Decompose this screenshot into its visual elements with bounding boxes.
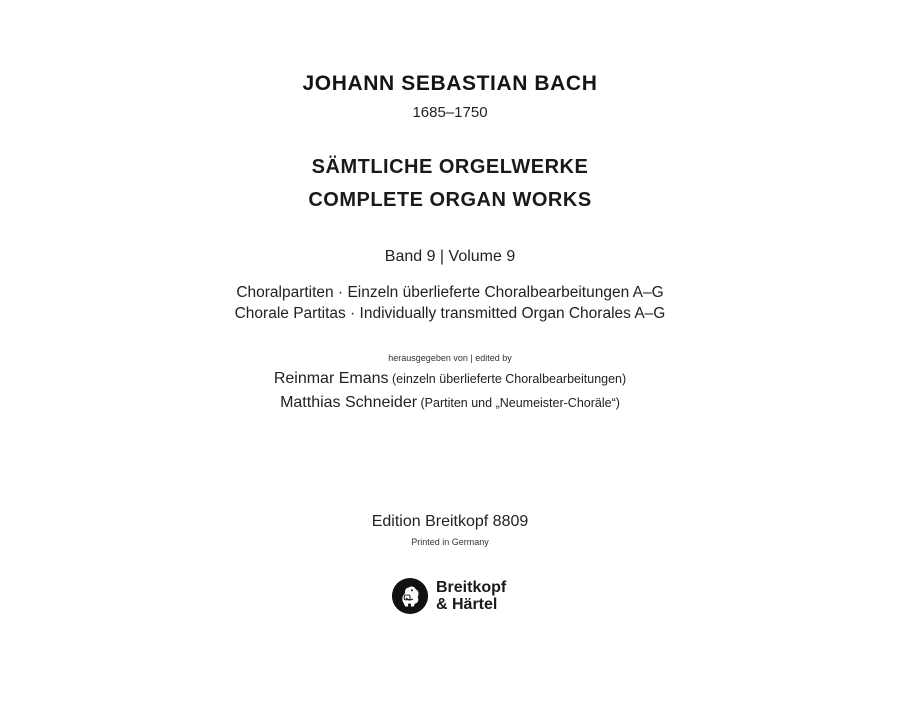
- edited-by-label: herausgegeben von | edited by: [388, 353, 512, 363]
- editor-note: (Partiten und „Neumeister-Choräle“): [417, 396, 620, 410]
- editor-note: (einzeln überlieferte Choralbearbeitungen): [388, 372, 627, 386]
- editor-line: [0, 394, 900, 412]
- contents-english: Chorale Partitas · Individually transmitted Organ Chorales A–G: [234, 305, 666, 322]
- publisher-name: [436, 579, 506, 613]
- composer-name: JOHANN SEBASTIAN BACH: [302, 72, 598, 95]
- composer-dates: 1685–1750: [412, 104, 488, 121]
- bear-logo-icon: [391, 577, 429, 615]
- edition-number: Edition Breitkopf 8809: [371, 513, 529, 530]
- editor-name: Reinmar Emans: [273, 370, 389, 387]
- title-german: SÄMTLICHE ORGELWERKE: [311, 156, 589, 178]
- publisher-logo: [391, 576, 506, 616]
- editor-line: [0, 370, 900, 388]
- volume-label: Band 9 | Volume 9: [384, 248, 516, 265]
- publisher-name-line2: & Härtel: [436, 596, 498, 613]
- title-english: COMPLETE ORGAN WORKS: [308, 189, 592, 211]
- printed-in-label: Printed in Germany: [411, 537, 489, 547]
- editor-name: Matthias Schneider: [280, 394, 418, 411]
- contents-german: Choralpartiten · Einzeln überlieferte Choralbearbeitungen A–G: [236, 284, 664, 301]
- publisher-name-line1: Breitkopf: [436, 579, 507, 596]
